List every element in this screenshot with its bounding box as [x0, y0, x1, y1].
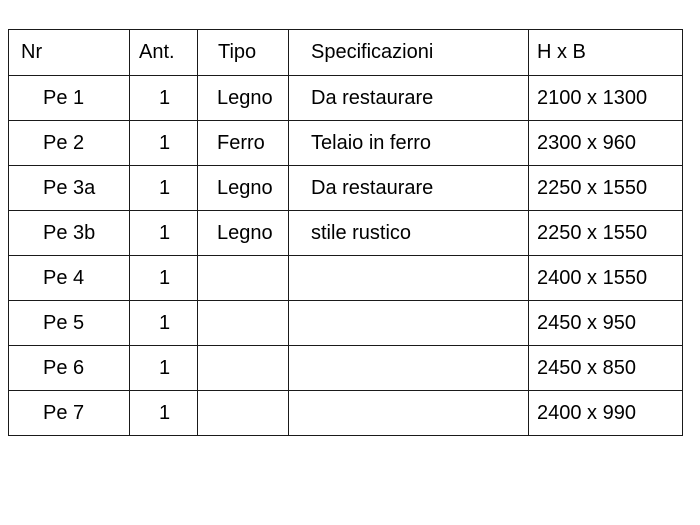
cell-specificazioni: stile rustico [289, 211, 529, 256]
cell-hxb: 2250 x 1550 [529, 211, 683, 256]
cell-specificazioni [289, 346, 529, 391]
header-nr: Nr [9, 30, 130, 76]
cell-tipo: Legno [198, 76, 289, 121]
cell-ant: 1 [130, 391, 198, 436]
header-ant: Ant. [130, 30, 198, 76]
cell-tipo [198, 256, 289, 301]
table-row [9, 211, 683, 256]
cell-nr: Pe 1 [9, 76, 130, 121]
cell-ant: 1 [130, 211, 198, 256]
cell-tipo [198, 346, 289, 391]
table-row [9, 301, 683, 346]
cell-ant: 1 [130, 166, 198, 211]
table-row [9, 346, 683, 391]
cell-ant: 1 [130, 256, 198, 301]
table-row [9, 166, 683, 211]
cell-ant: 1 [130, 301, 198, 346]
cell-specificazioni: Da restaurare [289, 166, 529, 211]
cell-hxb: 2400 x 990 [529, 391, 683, 436]
cell-hxb: 2450 x 950 [529, 301, 683, 346]
cell-nr: Pe 3b [9, 211, 130, 256]
cell-tipo: Legno [198, 211, 289, 256]
cell-specificazioni: Da restaurare [289, 76, 529, 121]
cell-tipo [198, 391, 289, 436]
header-hxb: H x B [529, 30, 683, 76]
cell-ant: 1 [130, 346, 198, 391]
cell-specificazioni: Telaio in ferro [289, 121, 529, 166]
table-header-row [9, 30, 683, 76]
cell-nr: Pe 4 [9, 256, 130, 301]
cell-specificazioni [289, 391, 529, 436]
cell-hxb: 2300 x 960 [529, 121, 683, 166]
header-tipo: Tipo [198, 30, 289, 76]
cell-nr: Pe 2 [9, 121, 130, 166]
cell-specificazioni [289, 301, 529, 346]
table-row [9, 76, 683, 121]
cell-nr: Pe 3a [9, 166, 130, 211]
cell-nr: Pe 5 [9, 301, 130, 346]
cell-ant: 1 [130, 76, 198, 121]
table-row [9, 256, 683, 301]
cell-ant: 1 [130, 121, 198, 166]
table-row [9, 391, 683, 436]
cell-nr: Pe 7 [9, 391, 130, 436]
cell-hxb: 2250 x 1550 [529, 166, 683, 211]
specification-table [8, 29, 683, 436]
cell-hxb: 2100 x 1300 [529, 76, 683, 121]
header-specificazioni: Specificazioni [289, 30, 529, 76]
cell-tipo [198, 301, 289, 346]
cell-tipo: Legno [198, 166, 289, 211]
cell-hxb: 2450 x 850 [529, 346, 683, 391]
cell-nr: Pe 6 [9, 346, 130, 391]
cell-tipo: Ferro [198, 121, 289, 166]
table-row [9, 121, 683, 166]
cell-hxb: 2400 x 1550 [529, 256, 683, 301]
cell-specificazioni [289, 256, 529, 301]
